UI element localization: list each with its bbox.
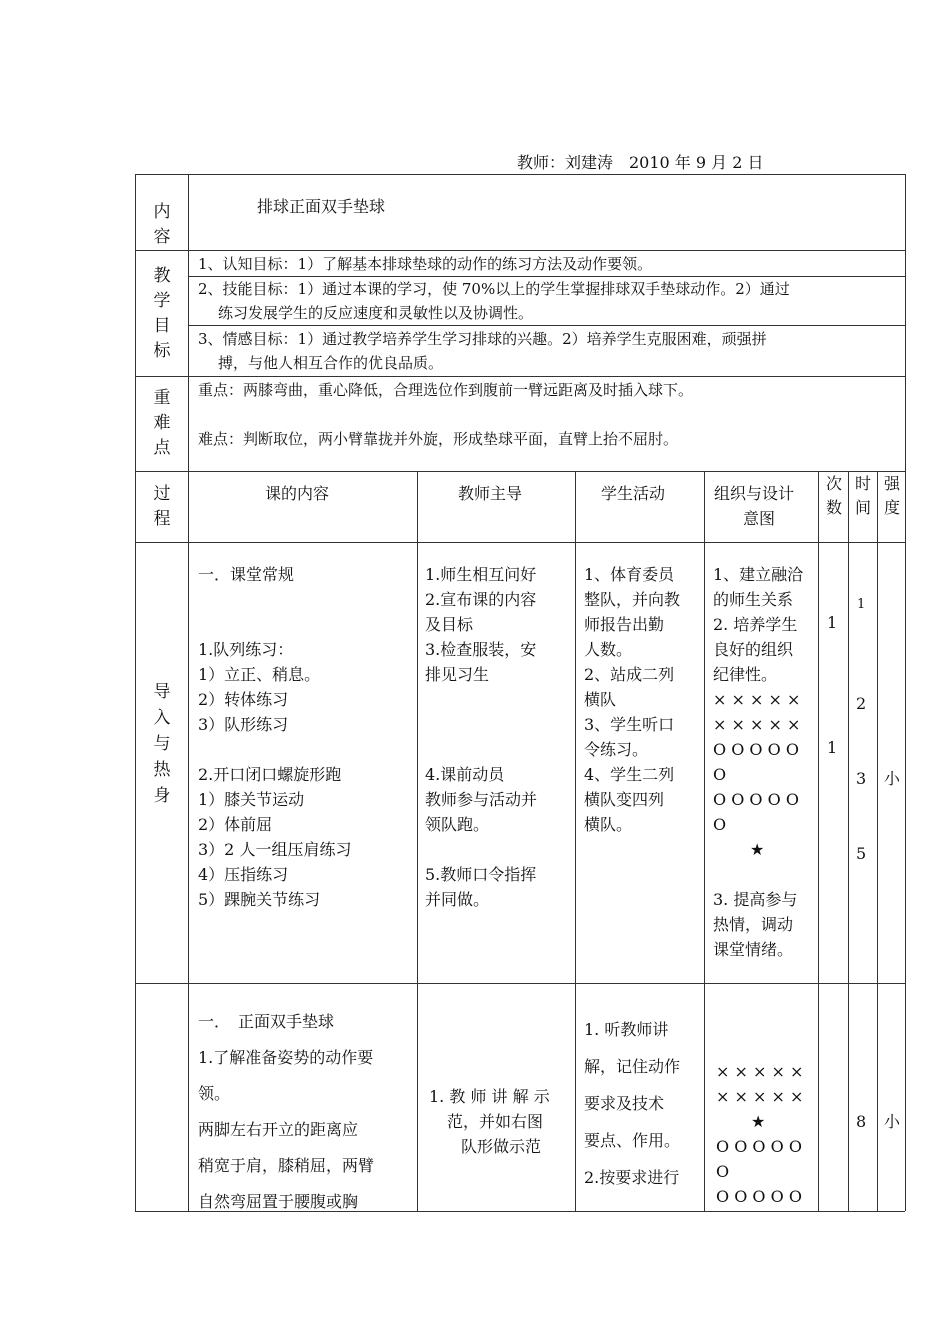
objectives-label: 教 学 目 标 [153, 266, 171, 361]
header-process: 过 程 [153, 484, 171, 529]
section1-label: 导 入 与 热 身 [153, 682, 171, 806]
section1-org: 1、建立融洽 的师生关系 2. 培养学生 良好的组织 纪律性。 × × × × × × × × × × O O O O O O O O O O O O ★ 3. 提高参与 热情，调动 课堂情绪。 [713, 562, 813, 962]
header-times: 次 数 [825, 474, 842, 517]
lesson-topic: 排球正面双手垫球 [257, 197, 386, 216]
section2-student: 1. 听教师讲 解，记住动作 要求及技术 要点、作用。 2.按要求进行 [584, 1020, 681, 1187]
formation-row: × × × × × [716, 1087, 804, 1106]
key-point: 重点：两膝弯曲，重心降低，合理选位作到腹前一臂远距离及时插入球下。 [198, 381, 694, 399]
header-intensity: 强 度 [883, 474, 900, 517]
objective-skill: 2、技能目标：1）通过本课的学习，使 70%以上的学生掌握排球双手垫球动作。2）通过 [198, 280, 790, 298]
content-label: 内 容 [153, 202, 171, 247]
section1-times-1: 1 [827, 613, 838, 632]
section1-times-2: 1 [827, 738, 838, 757]
objective-affective: 3、情感目标：1）通过教学培养学生学习排球的兴趣。2）培养学生克服困难，顽强拼 [198, 330, 767, 348]
section2-teacher: 1. 教 师 讲 解 示 范，并如右图 队形做示范 [429, 1087, 550, 1156]
section1-intensity: 小 [884, 769, 901, 788]
formation-row: O [713, 765, 727, 784]
teacher-star-icon: ★ [750, 840, 765, 859]
section1-duration-1: 1 [857, 597, 866, 612]
header-org-line2: 意图 [743, 509, 776, 528]
formation-row: O [713, 815, 727, 834]
section2-content: 一． 正面双手垫球 1.了解准备姿势的动作要 领。 两脚左右开立的距离应 稍宽于肩，膝稍屈，两臂 自然弯屈置于腰腹或胸 [198, 1012, 375, 1211]
formation-row: O O O O O [713, 790, 799, 809]
section1-duration-2: 2 [856, 694, 867, 713]
formation-row: × × × × × [713, 690, 801, 709]
objective-cognitive: 1、认知目标：1）了解基本排球垫球的动作的练习方法及动作要领。 [198, 255, 653, 273]
formation-row: × × × × × [713, 715, 801, 734]
section1-student: 1、体育委员 整队，并向教 师报告出勤 人数。 2、站成二列 横队 3、学生听口 令练习。 4、学生二列 横队变四列 横队。 [584, 565, 681, 834]
formation-row: O [716, 1162, 730, 1181]
section2-duration: 8 [856, 1112, 867, 1131]
header-duration: 时 间 [854, 474, 871, 517]
key-points-label: 重 难 点 [153, 388, 171, 458]
section2-org [716, 1059, 803, 1209]
section1-duration-3: 3 [856, 769, 867, 788]
header-student: 学生活动 [601, 484, 666, 503]
section1-duration-4: 5 [856, 844, 867, 863]
objective-affective-cont: 搏，与他人相互合作的优良品质。 [218, 354, 444, 372]
formation-row: × × × × × [716, 1062, 804, 1081]
difficult-point: 难点：判断取位，两小臂靠拢并外旋，形成垫球平面，直臂上抬不屈肘。 [198, 430, 679, 448]
teacher-date-line: 教师：刘建涛 2010 年 9 月 2 日 [517, 153, 764, 172]
section1-content: 一．课堂常规 1.队列练习： 1）立正、稍息。 2）转体练习 3）队形练习 2.开口闭口螺旋形跑 1）膝关节运动 2）体前屈 3）2 人一组压肩练习 4）压指练习 5）踝腕关节练习 [198, 565, 352, 909]
header-org-line1: 组织与设计 [714, 484, 795, 503]
formation-row: O O O O O [713, 740, 799, 759]
header-content: 课的内容 [265, 484, 330, 503]
header-teacher: 教师主导 [458, 484, 523, 503]
section1-teacher: 1.师生相互问好 2.宣布课的内容 及目标 3.检查服装，安 排见习生 4.课前动员 教师参与活动并 领队跑。 5.教师口令指挥 并同做。 [425, 565, 538, 909]
formation-row: O O O O O [716, 1137, 802, 1156]
formation-row: O O O O O [716, 1187, 802, 1206]
objective-skill-cont: 练习发展学生的反应速度和灵敏性以及协调性。 [218, 304, 534, 322]
section2-intensity: 小 [884, 1112, 901, 1131]
teacher-star-icon: ★ [751, 1112, 766, 1131]
